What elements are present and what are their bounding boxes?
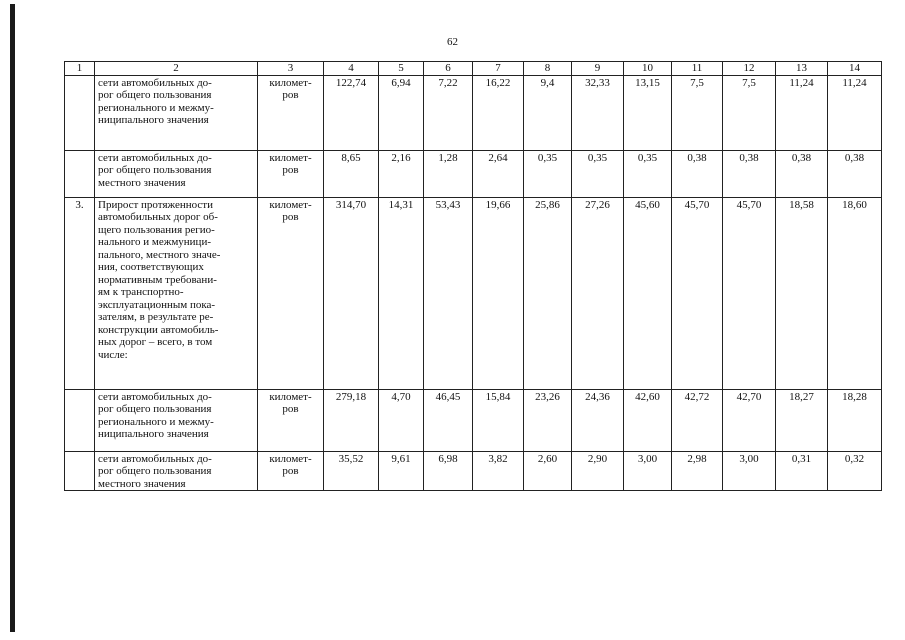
row-number-cell [65, 150, 95, 197]
header-cell: 13 [776, 62, 828, 76]
header-cell: 2 [95, 62, 258, 76]
page-number: 62 [447, 36, 458, 48]
value-cell: 24,36 [572, 389, 624, 451]
value-cell: 35,52 [324, 451, 379, 491]
header-cell: 6 [424, 62, 473, 76]
table-row [65, 197, 882, 389]
indicator-description-cell: сети автомобильных до- рог общего пользования местного значения [95, 150, 258, 197]
value-cell: 45,70 [723, 197, 776, 389]
value-cell: 0,38 [672, 150, 723, 197]
value-cell: 19,66 [473, 197, 524, 389]
row-number-cell [65, 389, 95, 451]
value-cell: 18,58 [776, 197, 828, 389]
value-cell: 0,35 [524, 150, 572, 197]
value-cell: 46,45 [424, 389, 473, 451]
value-cell: 0,38 [723, 150, 776, 197]
value-cell: 8,65 [324, 150, 379, 197]
value-cell: 2,98 [672, 451, 723, 491]
header-cell: 1 [65, 62, 95, 76]
unit-cell: километ- ров [258, 150, 324, 197]
value-cell: 9,61 [379, 451, 424, 491]
value-cell: 3,00 [723, 451, 776, 491]
indicators-table [64, 61, 882, 491]
row-number-cell [65, 451, 95, 491]
indicator-description-cell: Прирост протяженности автомобильных дорог об- щего пользования регио- нального и межмуници- пального, местного значе- ния, соответствующих нормативным требовани- ям к транспортно- эксплуатационным пока- зателям, в результате ре- конструкции автомобиль- ных дорог – всего, в том числе: [95, 197, 258, 389]
header-cell: 8 [524, 62, 572, 76]
value-cell: 14,31 [379, 197, 424, 389]
scan-edge-mark [10, 4, 15, 632]
indicator-description-cell: сети автомобильных до- рог общего пользования регионального и межму- ниципального значения [95, 75, 258, 150]
value-cell: 9,4 [524, 75, 572, 150]
table-row [65, 389, 882, 451]
table-row [65, 150, 882, 197]
value-cell: 32,33 [572, 75, 624, 150]
value-cell: 6,98 [424, 451, 473, 491]
header-cell: 3 [258, 62, 324, 76]
value-cell: 13,15 [624, 75, 672, 150]
value-cell: 18,60 [828, 197, 882, 389]
value-cell: 0,38 [828, 150, 882, 197]
unit-cell: километ- ров [258, 451, 324, 491]
value-cell: 15,84 [473, 389, 524, 451]
row-number-cell [65, 75, 95, 150]
value-cell: 6,94 [379, 75, 424, 150]
value-cell: 0,32 [828, 451, 882, 491]
value-cell: 0,35 [572, 150, 624, 197]
value-cell: 42,60 [624, 389, 672, 451]
value-cell: 7,22 [424, 75, 473, 150]
value-cell: 1,28 [424, 150, 473, 197]
value-cell: 2,90 [572, 451, 624, 491]
header-row [65, 62, 882, 76]
value-cell: 42,70 [723, 389, 776, 451]
value-cell: 27,26 [572, 197, 624, 389]
value-cell: 11,24 [828, 75, 882, 150]
header-cell: 11 [672, 62, 723, 76]
value-cell: 279,18 [324, 389, 379, 451]
indicator-description-cell: сети автомобильных до- рог общего пользования регионального и межму- ниципального значения [95, 389, 258, 451]
value-cell: 42,72 [672, 389, 723, 451]
unit-cell: километ- ров [258, 389, 324, 451]
value-cell: 0,38 [776, 150, 828, 197]
table-row [65, 451, 882, 491]
value-cell: 11,24 [776, 75, 828, 150]
value-cell: 18,28 [828, 389, 882, 451]
value-cell: 16,22 [473, 75, 524, 150]
value-cell: 0,31 [776, 451, 828, 491]
value-cell: 45,70 [672, 197, 723, 389]
table-row [65, 75, 882, 150]
header-cell: 5 [379, 62, 424, 76]
value-cell: 4,70 [379, 389, 424, 451]
value-cell: 53,43 [424, 197, 473, 389]
value-cell: 2,64 [473, 150, 524, 197]
header-cell: 9 [572, 62, 624, 76]
value-cell: 18,27 [776, 389, 828, 451]
value-cell: 2,60 [524, 451, 572, 491]
unit-cell: километ- ров [258, 197, 324, 389]
header-cell: 12 [723, 62, 776, 76]
row-number-cell: 3. [65, 197, 95, 389]
value-cell: 314,70 [324, 197, 379, 389]
value-cell: 2,16 [379, 150, 424, 197]
table-body [65, 62, 882, 491]
value-cell: 0,35 [624, 150, 672, 197]
value-cell: 7,5 [723, 75, 776, 150]
value-cell: 7,5 [672, 75, 723, 150]
header-cell: 10 [624, 62, 672, 76]
unit-cell: километ- ров [258, 75, 324, 150]
header-cell: 14 [828, 62, 882, 76]
value-cell: 3,82 [473, 451, 524, 491]
value-cell: 3,00 [624, 451, 672, 491]
indicator-description-cell: сети автомобильных до- рог общего пользования местного значения [95, 451, 258, 491]
value-cell: 122,74 [324, 75, 379, 150]
header-cell: 7 [473, 62, 524, 76]
value-cell: 45,60 [624, 197, 672, 389]
header-cell: 4 [324, 62, 379, 76]
value-cell: 23,26 [524, 389, 572, 451]
value-cell: 25,86 [524, 197, 572, 389]
